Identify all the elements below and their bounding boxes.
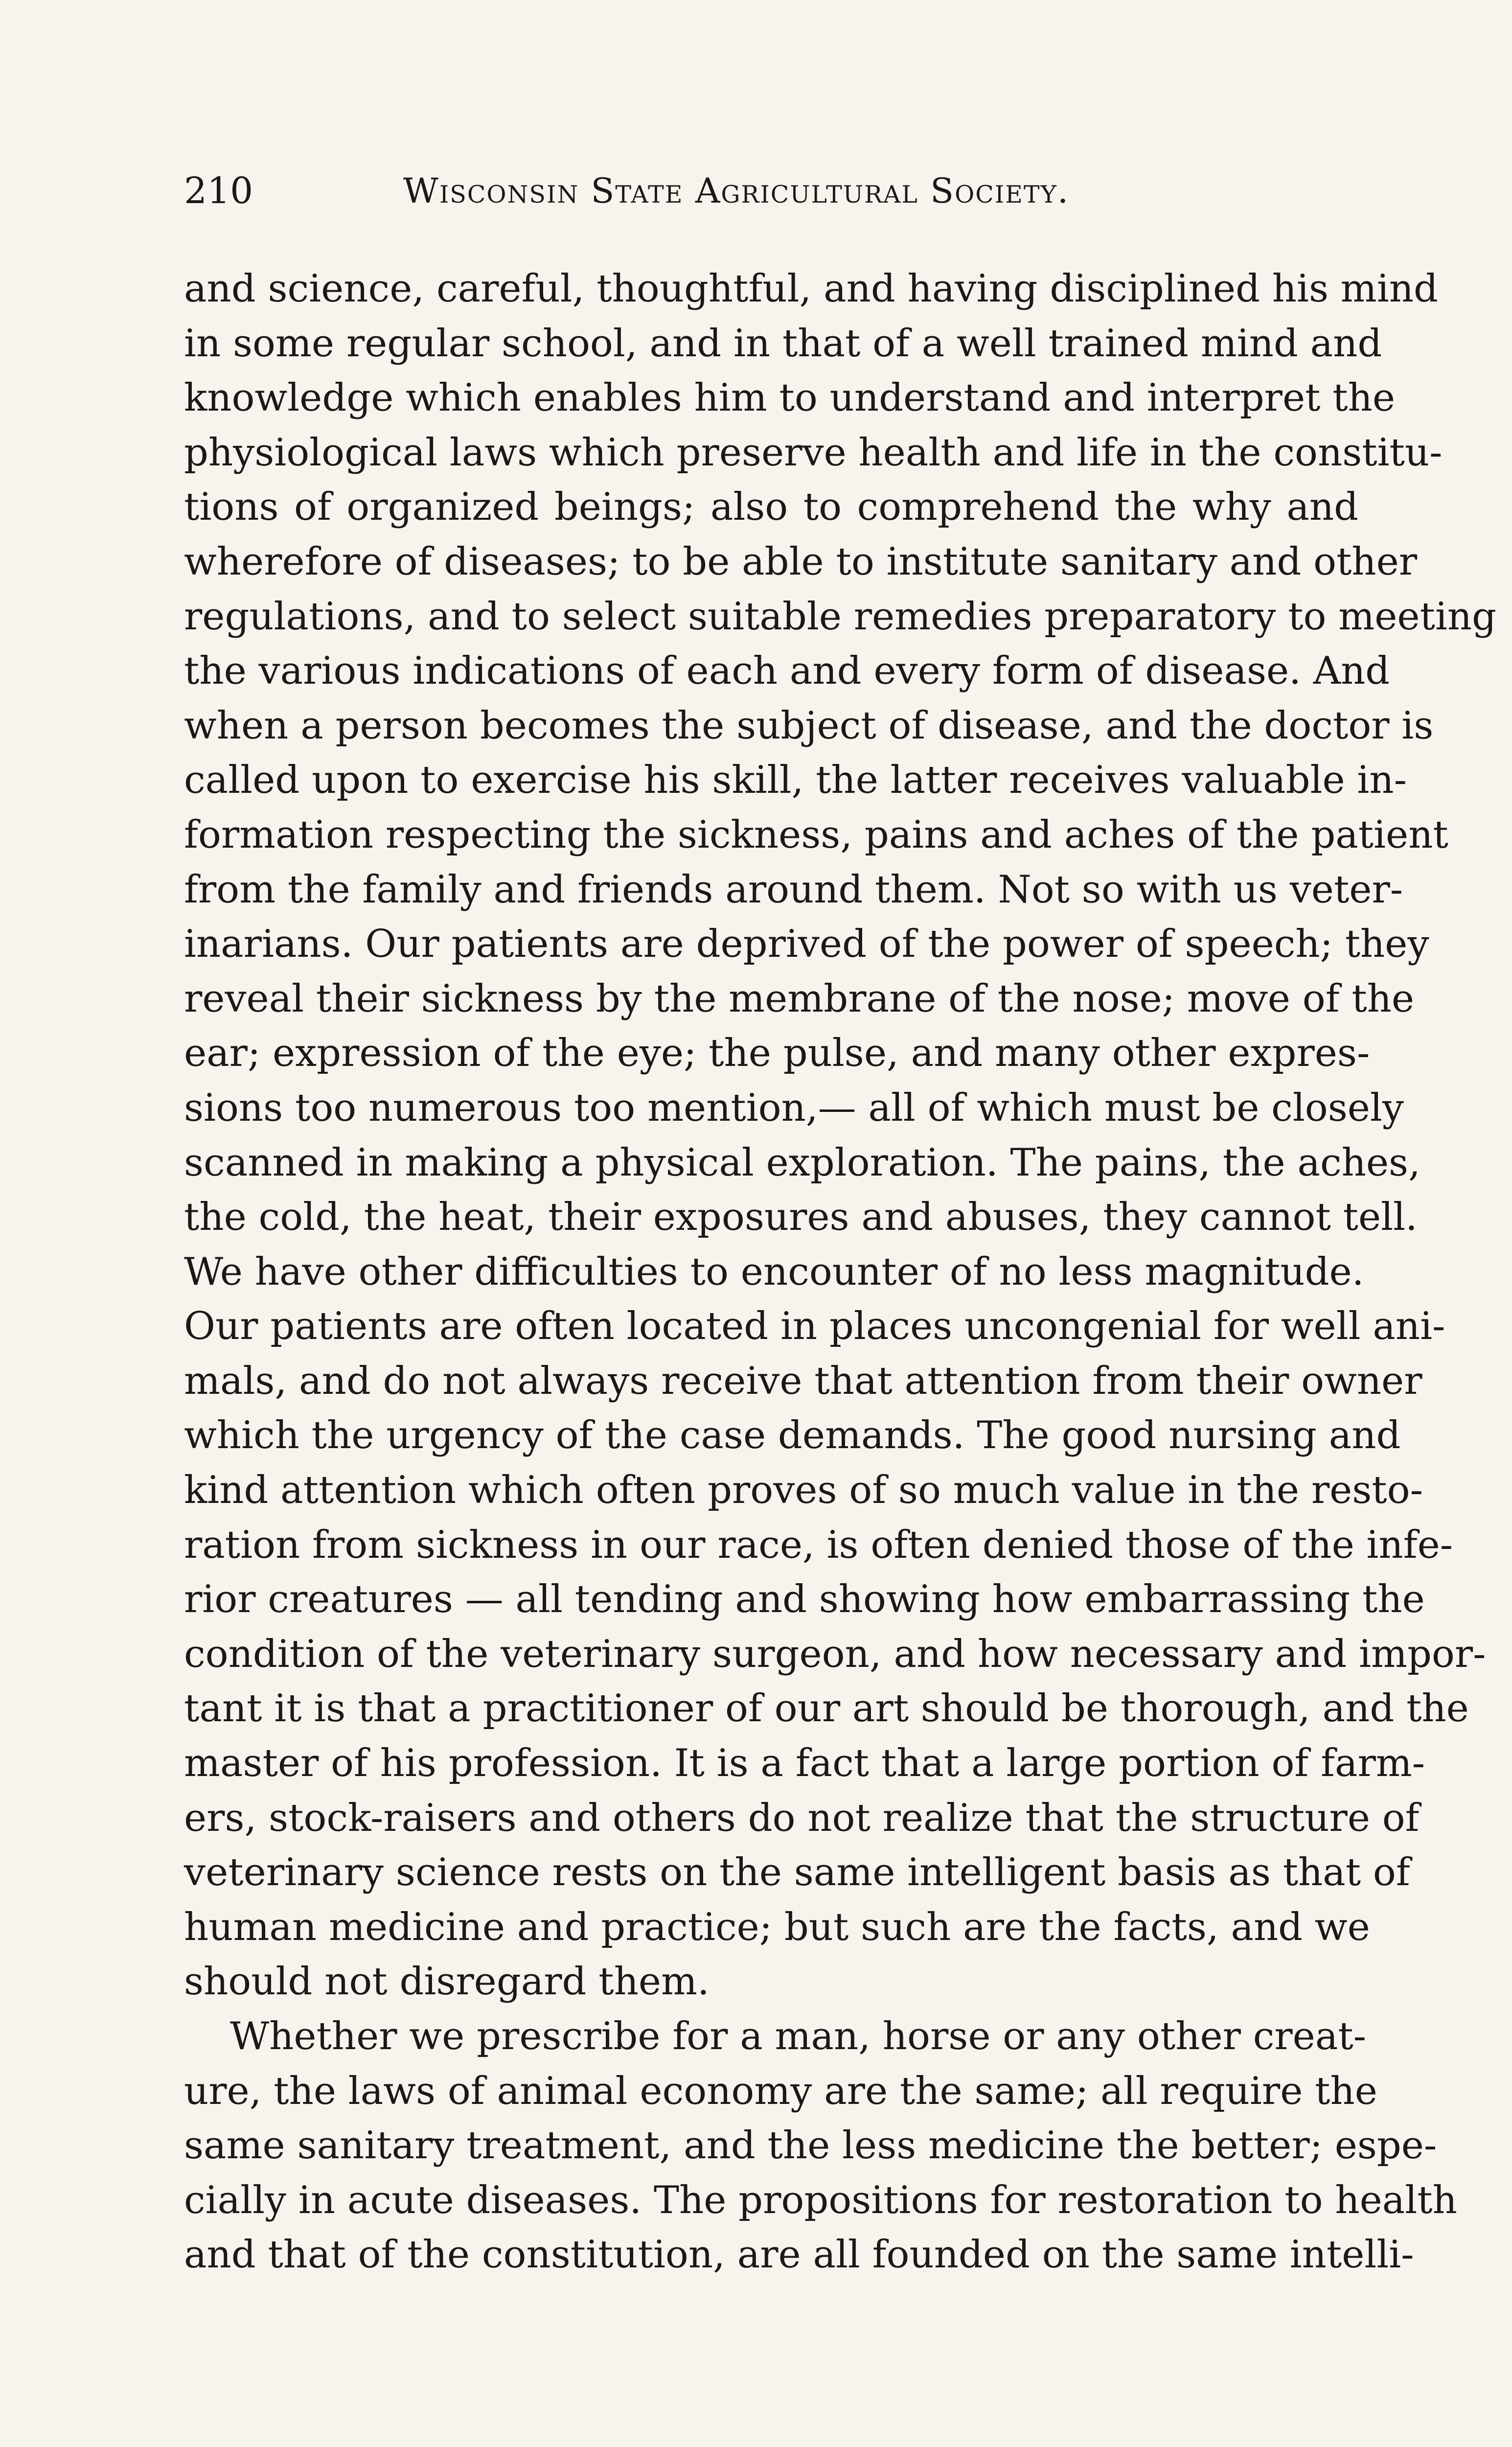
text-line: should not disregard them.	[184, 1960, 710, 2004]
text-line: tions of organized beings; also to comprehend the why and	[184, 485, 1358, 530]
text-line: veterinary science rests on the same intelligent basis as that of	[184, 1850, 1410, 1895]
text-line: ure, the laws of animal economy are the same; all require the	[184, 2069, 1377, 2113]
text-line: which the urgency of the case demands. The good nursing and	[184, 1413, 1401, 1458]
paragraph-2	[184, 2009, 1457, 2283]
text-line: from the family and friends around them. Not so with us veter-	[184, 867, 1403, 912]
text-line: ear; expression of the eye; the pulse, and many other expres-	[184, 1031, 1370, 1076]
text-line: physiological laws which preserve health and life in the constitu-	[184, 430, 1443, 475]
page-number: 210	[184, 170, 253, 212]
text-line: Whether we prescribe for a man, horse or any other creat-	[230, 2014, 1367, 2058]
running-header	[184, 171, 1358, 210]
text-line: ers, stock-raisers and others do not realize that the structure of	[184, 1796, 1420, 1840]
text-line: cially in acute diseases. The propositions for restoration to health	[184, 2178, 1457, 2222]
text-line: rior creatures — all tending and showing how embarrassing the	[184, 1577, 1425, 1622]
text-line: and that of the constitution, are all founded on the same intelli-	[184, 2233, 1414, 2277]
text-line: same sanitary treatment, and the less medicine the better; espe-	[184, 2124, 1437, 2168]
text-line: regulations, and to select suitable remedies preparatory to meeting	[184, 594, 1497, 639]
text-line: in some regular school, and in that of a well trained mind and	[184, 321, 1382, 366]
text-line: We have other difficulties to encounter of no less magnitude.	[184, 1249, 1364, 1294]
text-line: knowledge which enables him to understand and interpret the	[184, 376, 1395, 420]
paragraph-1	[184, 262, 1497, 2009]
text-line: tant it is that a practitioner of our art should be thorough, and the	[184, 1686, 1469, 1731]
text-line: when a person becomes the subject of disease, and the doctor is	[184, 703, 1434, 748]
text-line: kind attention which often proves of so much value in the resto-	[184, 1468, 1423, 1513]
text-line: formation respecting the sickness, pains and aches of the patient	[184, 812, 1448, 857]
text-line: sions too numerous too mention,— all of which must be closely	[184, 1085, 1404, 1130]
text-line: the cold, the heat, their exposures and abuses, they cannot tell.	[184, 1195, 1418, 1240]
text-line: ration from sickness in our race, is often denied those of the infe-	[184, 1523, 1453, 1567]
text-line: master of his profession. It is a fact that a large portion of farm-	[184, 1741, 1425, 1786]
text-line: Our patients are often located in places uncongenial for well ani-	[184, 1304, 1445, 1349]
text-line: human medicine and practice; but such are the facts, and we	[184, 1905, 1370, 1949]
text-line: the various indications of each and every form of disease. And	[184, 649, 1390, 693]
journal-title: Wisconsin State Agricultural Society.	[403, 171, 1070, 211]
text-line: called upon to exercise his skill, the latter receives valuable in-	[184, 758, 1407, 803]
text-line: inarians. Our patients are deprived of the power of speech; they	[184, 922, 1429, 967]
text-line: mals, and do not always receive that attention from their owner	[184, 1359, 1422, 1403]
body-text	[184, 262, 1497, 2283]
text-line: reveal their sickness by the membrane of the nose; move of the	[184, 976, 1415, 1021]
text-line: condition of the veterinary surgeon, and how necessary and impor-	[184, 1632, 1486, 1676]
text-line: scanned in making a physical exploration. The pains, the aches,	[184, 1140, 1420, 1185]
text-line: wherefore of diseases; to be able to institute sanitary and other	[184, 539, 1418, 584]
text-line: and science, careful, thoughtful, and having disciplined his mind	[184, 267, 1438, 311]
